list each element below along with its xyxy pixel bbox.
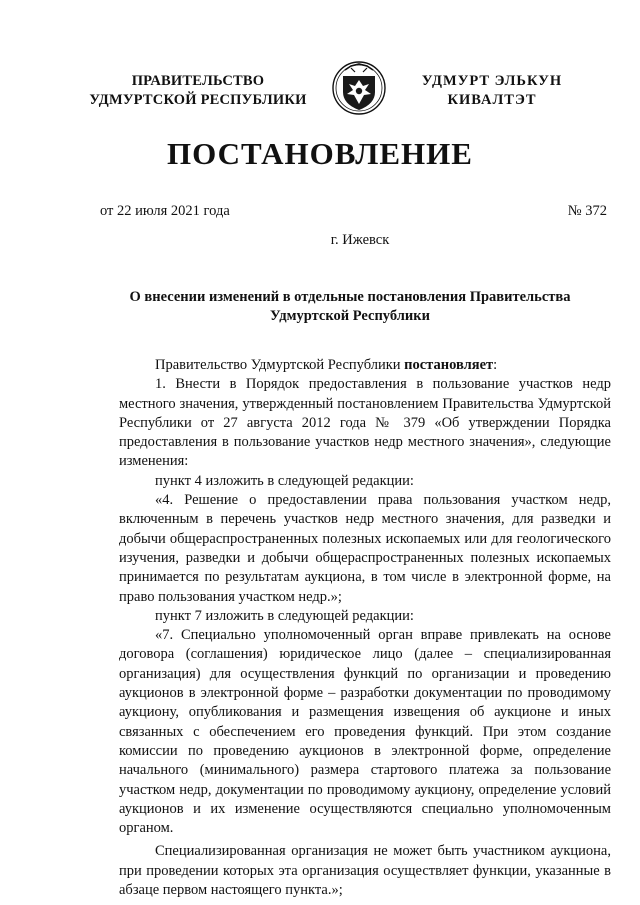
intro-suffix: : [493,357,498,373]
document-type: ПОСТАНОВЛЕНИЕ [167,136,473,171]
header-left-line2: УДМУРТСКОЙ РЕСПУБЛИКИ [89,92,307,108]
paragraph-1: 1. Внести в Порядок предоставления в пользование участков недр местного значения, утвержденный постановлением Правительства Удмуртской Республики от 27 августа 2012 года № 379 «Об утверждении Порядка предоставления в пользование участков недр местного значения», следующие изменения: [119,376,611,470]
paragraph-3: «4. Решение о предоставлении права пользования участком недр, включенным в перечень участков недр местного значения, для разведки и добычи общераспространенных полезных ископаемых или для геологического изучения, разведки и добычи общераспространенных полезных ископаемых принимается по результатам аукциона, в том числе в электронной форме, на право пользования участком недр.»; [119,492,611,605]
intro-text: Правительство Удмуртской Республики [155,357,405,373]
document-title [100,288,600,326]
title-line1: О внесении изменений в отдельные постановления Правительства [129,289,571,305]
intro-paragraph [119,356,611,375]
document-date: от 22 июля 2021 года [100,203,230,219]
paragraph-4: пункт 7 изложить в следующей редакции: [155,607,414,624]
paragraph-2: пункт 4 изложить в следующей редакции: [155,472,414,489]
header-right-line2: КИВАЛТЭТ [447,92,537,108]
coat-of-arms-icon [331,58,387,118]
document-body [119,356,611,900]
title-line2: Удмуртской Республики [270,308,430,324]
paragraph-5: «7. Специально уполномоченный орган вправе привлекать на основе договора (соглашения) юридическое лицо (далее – специализированная организация) для осуществления функций по организации и проведению аукционов в электронной форме – разработки документации по проводимому аукциону, опубликования и размещения извещения об аукционе и иных связанных с обеспечением его проведения функций. При этом создание комиссии по проведению аукционов в электронной форме, определение начального (минимального) размера стартового платежа за пользование участком недр, документации по проводимому аукциону, определение условий аукционов и их изменение осуществляются специально уполномоченным органом. [119,627,611,837]
intro-bold: постановляет [404,357,494,373]
paragraph-6: Специализированная организация не может быть участником аукциона, при проведении которых эта организация осуществляет функции, указанные в абзаце первом настоящего пункта.»; [119,843,611,899]
document-city: г. Ижевск [330,232,390,248]
government-name-russian [68,72,328,110]
document-number: № 372 [567,203,607,219]
header-left-line1: ПРАВИТЕЛЬСТВО [131,73,265,89]
header-right-line1: УДМУРТ ЭЛЬКУН [421,73,563,89]
government-name-udmurt [392,72,592,110]
